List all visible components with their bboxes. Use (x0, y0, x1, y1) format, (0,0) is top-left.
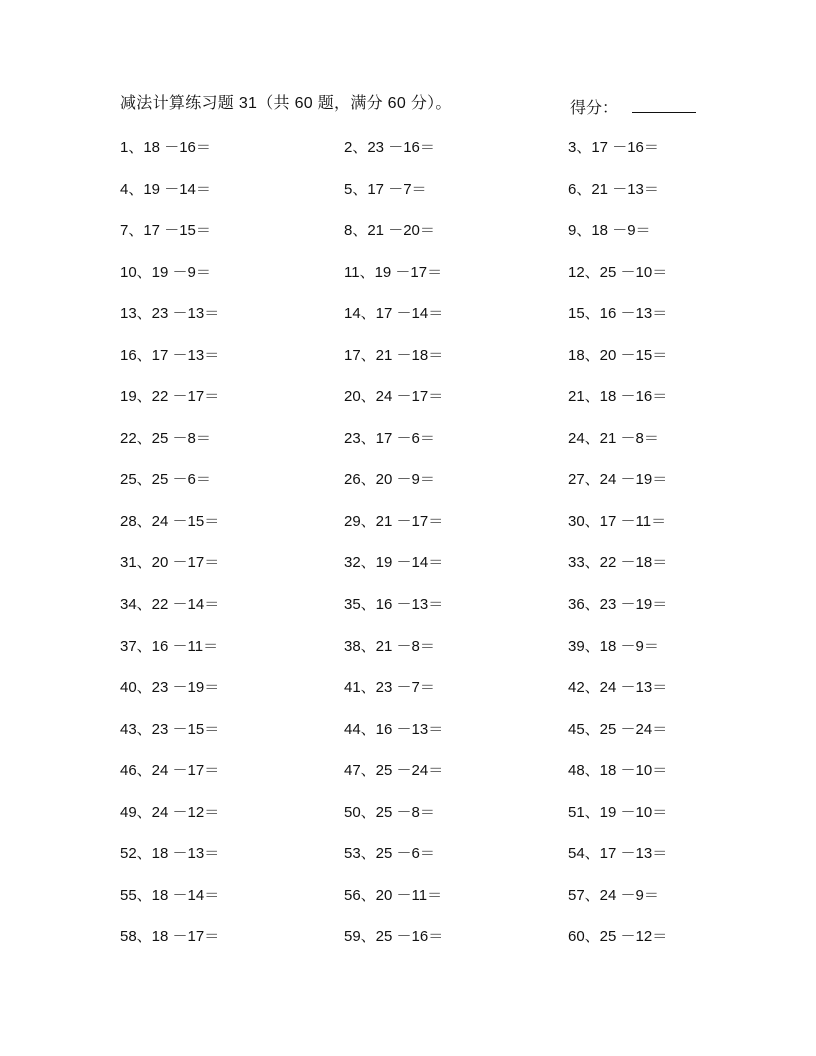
problem-item: 43、23 －15＝ (120, 720, 220, 738)
problem-item: 11、19 －17＝ (344, 263, 443, 281)
problem-item: 7、17 －15＝ (120, 222, 211, 240)
problem-item: 53、25 －6＝ (344, 845, 435, 863)
problem-item: 5、17 －7＝ (344, 180, 427, 198)
problem-item: 16、17 －13＝ (120, 346, 220, 364)
problem-item: 48、18 －10＝ (568, 762, 668, 780)
problem-item: 60、25 －12＝ (568, 928, 668, 946)
problem-item: 1、18 －16＝ (120, 139, 211, 156)
problem-item: 23、17 －6＝ (344, 429, 435, 447)
problem-item: 52、18 －13＝ (120, 845, 220, 863)
problem-item: 4、19 －14＝ (120, 180, 211, 198)
problem-item: 32、19 －14＝ (344, 554, 444, 572)
problem-item: 17、21 －18＝ (344, 346, 444, 364)
problem-item: 40、23 －19＝ (120, 679, 220, 697)
problem-item: 19、22 －17＝ (120, 388, 220, 406)
problem-item: 15、16 －13＝ (568, 305, 668, 323)
problem-item: 44、16 －13＝ (344, 720, 444, 738)
problem-item: 31、20 －17＝ (120, 554, 220, 572)
worksheet-title: 减法计算练习题 31（共 60 题，满分 60 分）。 (120, 95, 452, 112)
problem-item: 8、21 －20＝ (344, 222, 435, 240)
problem-item: 14、17 －14＝ (344, 305, 444, 323)
problem-item: 30、17 －11＝ (568, 512, 667, 530)
problem-item: 12、25 －10＝ (568, 263, 668, 281)
problem-item: 35、16 －13＝ (344, 596, 444, 614)
problem-item: 33、22 －18＝ (568, 554, 668, 572)
problem-item: 50、25 －8＝ (344, 803, 435, 821)
problem-item: 54、17 －13＝ (568, 845, 668, 863)
problem-item: 51、19 －10＝ (568, 803, 668, 821)
problem-grid (120, 136, 720, 967)
problem-item: 26、20 －9＝ (344, 471, 435, 489)
problem-item: 46、24 －17＝ (120, 762, 220, 780)
problem-item: 22、25 －8＝ (120, 429, 211, 447)
problem-item: 37、16 －11＝ (120, 637, 219, 655)
problem-item: 41、23 －7＝ (344, 679, 435, 697)
problem-item: 28、24 －15＝ (120, 512, 220, 530)
problem-item: 27、24 －19＝ (568, 471, 668, 489)
problem-item: 59、25 －16＝ (344, 928, 444, 946)
score-label: 得分： (570, 100, 619, 117)
problem-item: 3、17 －16＝ (568, 139, 659, 156)
problem-item: 18、20 －15＝ (568, 346, 668, 364)
problem-item: 42、24 －13＝ (568, 679, 668, 697)
problem-item: 13、23 －13＝ (120, 305, 220, 323)
problem-item: 47、25 －24＝ (344, 762, 444, 780)
problem-item: 57、24 －9＝ (568, 886, 659, 904)
problem-item: 49、24 －12＝ (120, 803, 220, 821)
problem-item: 34、22 －14＝ (120, 596, 220, 614)
problem-item: 10、19 －9＝ (120, 263, 211, 281)
problem-item: 36、23 －19＝ (568, 596, 668, 614)
problem-item: 29、21 －17＝ (344, 512, 444, 530)
problem-item: 58、18 －17＝ (120, 928, 220, 946)
problem-item: 21、18 －16＝ (568, 388, 668, 406)
problem-item: 39、18 －9＝ (568, 637, 659, 655)
problem-item: 56、20 －11＝ (344, 886, 443, 904)
problem-item: 24、21 －8＝ (568, 429, 659, 447)
problem-item: 25、25 －6＝ (120, 471, 211, 489)
score-blank-line (632, 98, 696, 113)
problem-item: 9、18 －9＝ (568, 222, 651, 240)
problem-item: 55、18 －14＝ (120, 886, 220, 904)
score-area (570, 95, 696, 118)
problem-item: 6、21 －13＝ (568, 180, 659, 198)
problem-item: 45、25 －24＝ (568, 720, 668, 738)
problem-item: 38、21 －8＝ (344, 637, 435, 655)
problem-item: 2、23 －16＝ (344, 139, 435, 156)
problem-item: 20、24 －17＝ (344, 388, 444, 406)
